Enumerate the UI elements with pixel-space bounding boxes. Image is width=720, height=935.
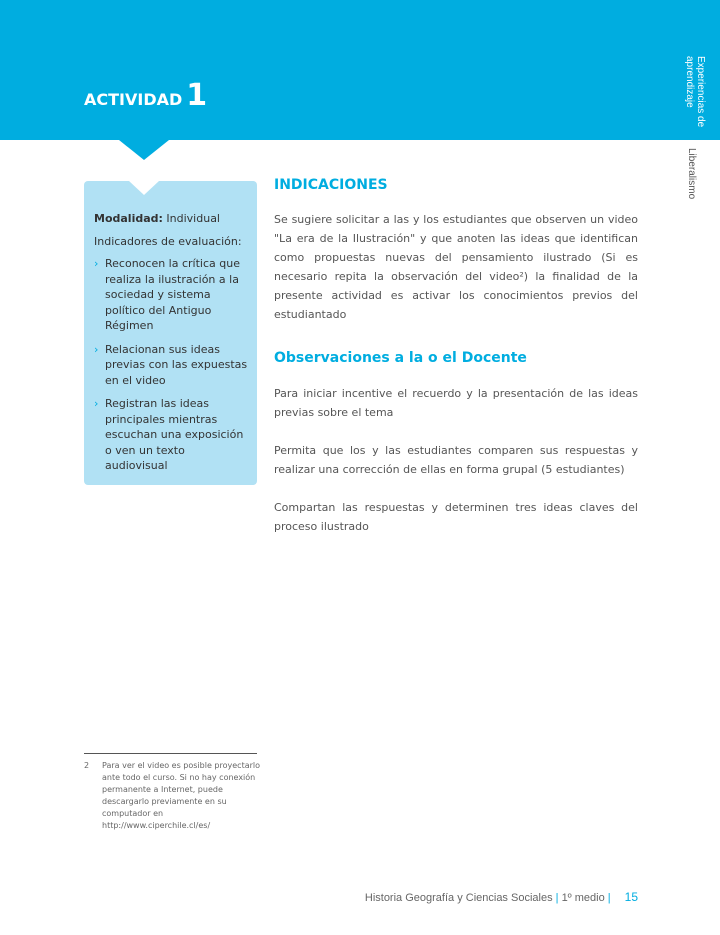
- main-content: [274, 176, 638, 555]
- paragraph: Para iniciar incentive el recuerdo y la presentación de las ideas previas sobre el tema: [274, 387, 638, 419]
- paragraph: Compartan las respuestas y determinen tres ideas claves del proceso ilustrado: [274, 501, 638, 533]
- section-title: INDICACIONES: [274, 177, 388, 193]
- activity-label: ACTIVIDAD: [84, 90, 183, 109]
- intro-paragraph: Se sugiere solicitar a las y los estudiantes que observen un video "La era de la Ilustración" y que anoten las ideas que identifican como propuestas nuevas del pensamiento ilustrado (Si es necesario repita la observación del video²) la finalidad de la presente actividad es activar los conocimientos previos del estudiantado: [274, 213, 638, 321]
- section-label: Experiencias de aprendizaje: [684, 56, 706, 128]
- list-item: › Relacionan sus ideas previas con las expuestas en el video: [94, 342, 248, 389]
- box-notch: [129, 181, 159, 195]
- topic-label: Liberalismo: [686, 148, 697, 200]
- list-item: › Reconocen la crítica que realiza la ilustración a la sociedad y sistema político del Antiguo Régimen: [94, 256, 248, 334]
- footer-grade: 1º medio: [561, 892, 605, 904]
- footnote-number: 2: [84, 761, 90, 770]
- paragraph: Permita que los y las estudiantes comparen sus respuestas y realizar una corrección de ellas en forma grupal (5 estudiantes): [274, 444, 638, 476]
- footnote-divider: [84, 753, 257, 754]
- header-band: [0, 0, 720, 140]
- page-number: 15: [624, 890, 638, 904]
- footnote-text: Para ver el video es posible proyectarlo ante todo el curso. Si no hay conexión permanente a Internet, puede descargarlo previamente en su computador en http://www.ciperchile.cl/es/: [102, 761, 261, 830]
- modality: [94, 211, 248, 227]
- list-item: › Registran las ideas principales mientras escuchan una exposición o ven un texto audiovisual: [94, 396, 248, 474]
- activity-title: [84, 78, 207, 113]
- modality-value: Individual: [166, 212, 220, 225]
- header-arrow: [119, 140, 169, 160]
- page-footer: Historia Geografía y Ciencias Sociales | 1º medio | 15: [364, 890, 638, 904]
- modality-label: Modalidad:: [94, 212, 163, 225]
- evaluation-box: [84, 181, 257, 485]
- subsection-title: Observaciones a la o el Docente: [274, 350, 527, 366]
- activity-number: 1: [186, 78, 208, 113]
- footnote: [84, 760, 264, 832]
- indicators-list: [94, 256, 248, 474]
- indicators-label: Indicadores de evaluación:: [94, 234, 242, 248]
- footer-subject: Historia Geografía y Ciencias Sociales: [364, 892, 553, 904]
